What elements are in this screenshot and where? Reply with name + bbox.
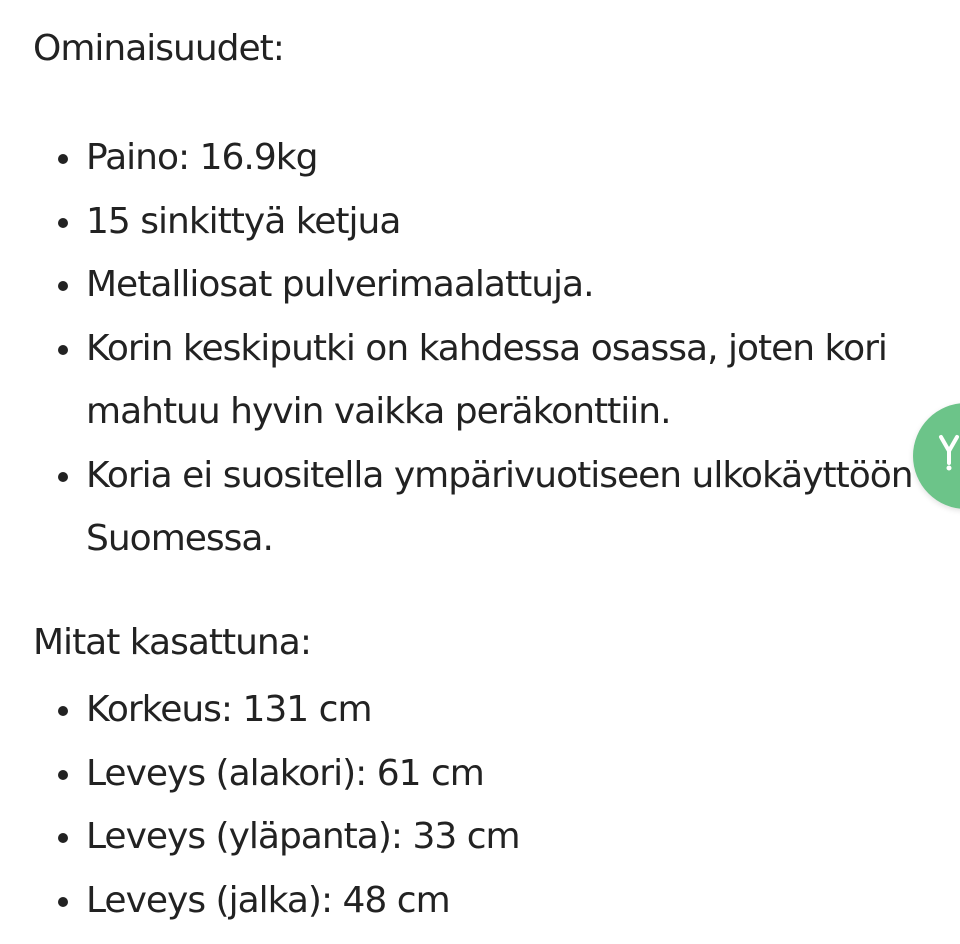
list-item [33,126,946,190]
bullet-icon [58,833,68,843]
bullet-icon [58,281,68,291]
bullet-icon [58,897,68,907]
bullet-icon [58,345,68,355]
list-item [33,805,946,869]
dimensions-heading: Mitat kasattuna: [33,622,311,663]
list-item-text: Leveys (alakori): 61 cm [86,752,484,794]
features-heading: Ominaisuudet: [33,28,284,69]
bullet-icon [58,154,68,164]
list-item-text: Leveys (yläpanta): 33 cm [86,816,520,857]
list-item [33,317,946,444]
dimensions-list [33,678,946,932]
list-item-text: Metalliosat pulverimaalattuja. [86,264,594,305]
list-item-text: Korin keskiputki on kahdessa osassa, joten kori mahtuu hyvin vaikka peräkonttiin. [86,327,887,432]
bullet-icon [58,706,68,716]
list-item-text: 15 sinkittyä ketjua [86,200,401,242]
list-item [33,869,946,933]
features-list [33,126,946,571]
list-item [33,444,946,571]
bullet-icon [58,770,68,780]
list-item-text: Leveys (jalka): 48 cm [86,879,450,921]
cart-icon [937,431,960,471]
list-item [33,190,946,254]
list-item-text: Korkeus: 131 cm [86,689,372,730]
bullet-icon [58,472,68,482]
list-item [33,742,946,806]
list-item-text: Paino: 16.9kg [86,137,318,178]
list-item-text: Koria ei suositella ympärivuotiseen ulkokäyttöön Suomessa. [86,454,913,559]
list-item [33,253,946,317]
bullet-icon [58,218,68,228]
list-item [33,678,946,742]
